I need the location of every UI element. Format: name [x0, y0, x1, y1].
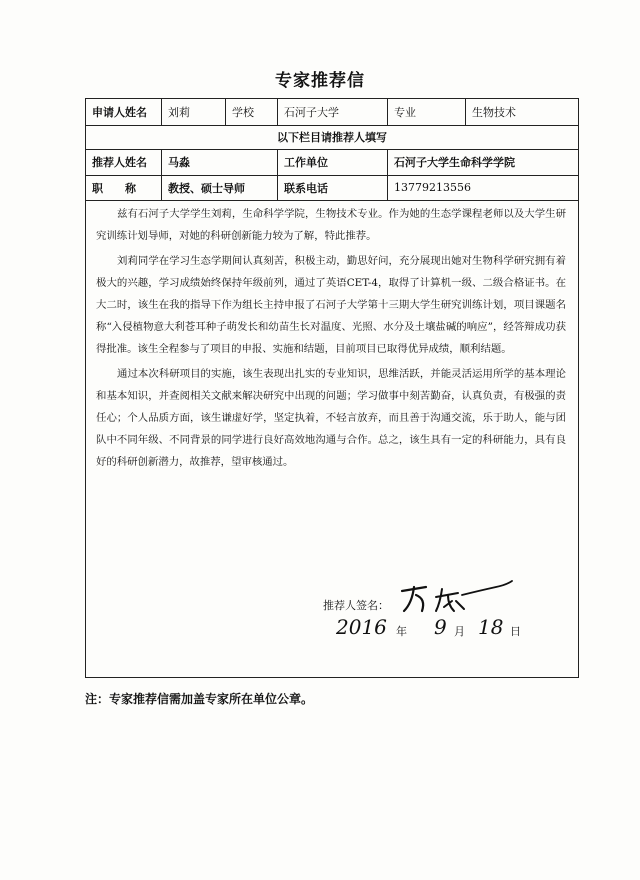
paragraph-study: 刘莉同学在学习生态学期间认真刻苦，积极主动，勤思好问，充分展现出她对生物科学研究拥有着极大的兴趣，学习成绩始终保持年级前列，通过了英语CET-4，取得了计算机一级、二级合格证书。在大二时，该生在我的指导下作为组长主持申报了石河子大学第十三期大学生研究训练计划，项目课题名称“入侵植物意大利苍耳种子萌发长和幼苗生长对温度、光照、水分及土壤盐碱的响应”，经答辩成功获得批准。该生全程参与了项目的申报、实施和结题，目前项目已取得优异成绩，顺利结题。	[96, 255, 566, 355]
major-label: 专业	[388, 99, 466, 125]
recommender-name-value: 马淼	[162, 149, 278, 175]
work-unit-value: 石河子大学生命科学学院	[394, 156, 515, 169]
school-value: 石河子大学	[278, 99, 388, 125]
applicant-name-value: 刘莉	[162, 99, 226, 125]
applicant-name-label: 申请人姓名	[86, 99, 162, 125]
job-title-label: 职 称	[86, 175, 162, 200]
date-month-label: 月	[454, 625, 465, 638]
signature-label: 推荐人签名：	[323, 599, 389, 612]
title-row	[86, 175, 578, 201]
major-value: 生物技术	[472, 106, 516, 119]
footnote: 注：专家推荐信需加盖专家所在单位公章。	[85, 692, 314, 706]
date-year-label: 年	[396, 625, 407, 638]
phone-label: 联系电话	[278, 175, 388, 200]
section-banner: 以下栏目请推荐人填写	[277, 131, 387, 144]
school-label: 学校	[226, 99, 278, 125]
phone-value: 13779213556	[394, 181, 471, 194]
paragraph-research: 通过本次科研项目的实施，该生表现出扎实的专业知识，思维活跃，并能灵活运用所学的基本理论和基本知识，并查阅相关文献来解决研究中出现的问题；学习做事中刻苦勤奋，认真负责，有极强的责任心；个人品质方面，该生谦虚好学，坚定执着，不轻言放弃，而且善于沟通交流，乐于助人，能与团队中不同年级、不同背景的同学进行良好高效地沟通与合作。总之，该生具有一定的科研能力，具有良好的科研创新潜力，故推荐，望审核通过。	[96, 368, 566, 468]
date-month-handwritten: 9	[434, 615, 447, 639]
date-day-label: 日	[510, 625, 521, 638]
recommender-name-label: 推荐人姓名	[86, 149, 162, 175]
letter-body	[96, 203, 566, 476]
applicant-row	[86, 99, 578, 126]
handwritten-signature	[396, 577, 516, 617]
recommendation-form	[85, 98, 579, 678]
date-year-handwritten: 2016	[336, 615, 387, 639]
recommender-row	[86, 149, 578, 176]
job-title-value: 教授、硕士导师	[162, 175, 278, 200]
date-day-handwritten: 18	[478, 615, 504, 639]
section-banner-row	[86, 125, 578, 150]
page-title: 专家推荐信	[275, 71, 365, 91]
paragraph-intro: 兹有石河子大学学生刘莉，生命科学学院，生物技术专业。作为她的生态学课程老师以及大学生研究训练计划导师，对她的科研创新能力较为了解，特此推荐。	[96, 208, 566, 242]
work-unit-label: 工作单位	[278, 149, 388, 175]
